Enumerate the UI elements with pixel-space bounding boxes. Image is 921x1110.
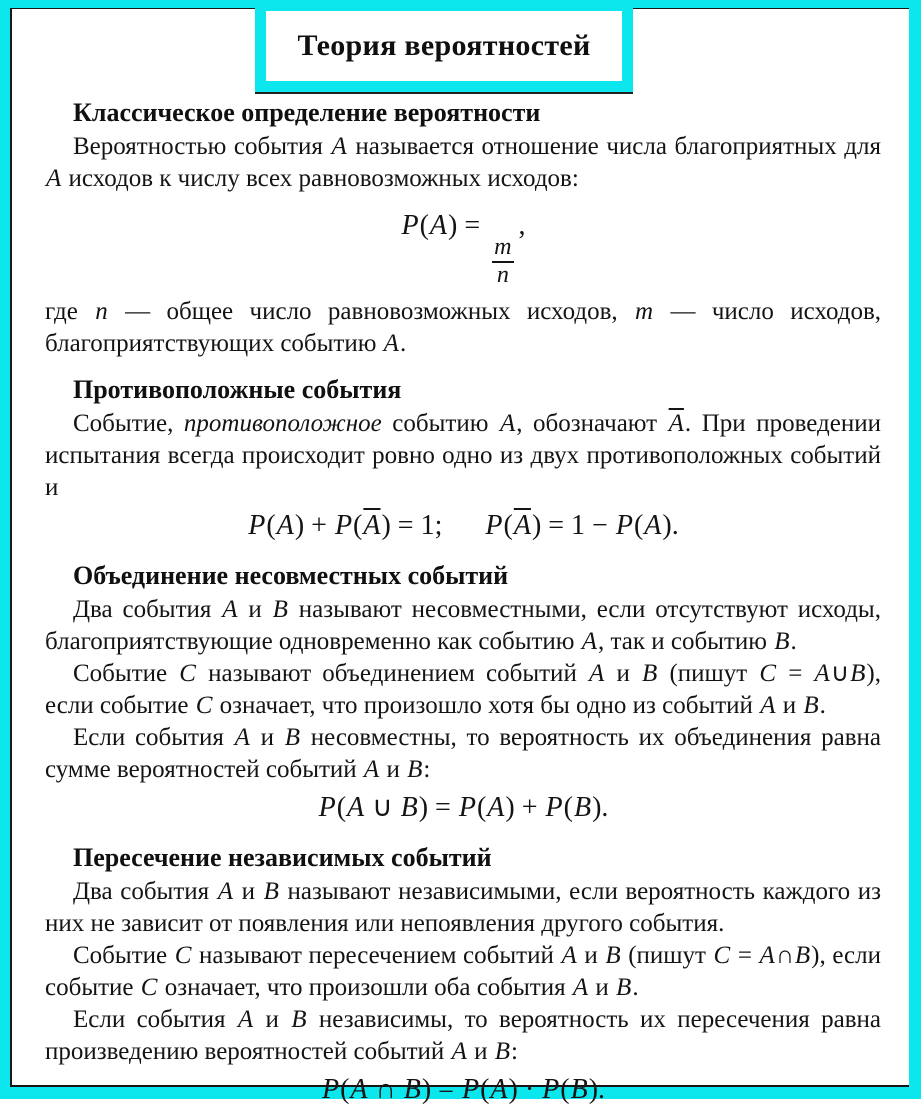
math-variable: B — [573, 792, 592, 824]
math-variable: B — [605, 942, 621, 970]
section-opposite-events — [45, 374, 881, 546]
math-variable: P — [615, 510, 633, 542]
paragraph: Вероятностью события A называется отношение числа благоприятных для A исходов к числу всех равновозможных исходов: — [46, 133, 881, 192]
math-variable: B — [803, 692, 819, 720]
math-variable: A — [363, 756, 380, 784]
paragraph: где n — общее число равновозможных исходов, m — число исходов, благоприятствующих событию A. — [45, 298, 882, 358]
math-variable: P — [458, 792, 476, 824]
math-variable: B — [642, 660, 658, 688]
fraction-denominator: n — [492, 261, 514, 288]
section-heading: Объединение несовместных событий — [73, 561, 509, 591]
fraction — [489, 235, 516, 288]
math-variable: A — [572, 974, 589, 1002]
math-variable: A — [589, 660, 605, 688]
math-variable: P — [334, 510, 353, 542]
formula-opposite-events: $P(A) + P(\overline{A}) = 1$; $P(\overline{A}) = 1 - P(A)$. — [248, 510, 679, 542]
math-variable: B — [291, 1006, 307, 1034]
math-variable: B — [263, 878, 279, 906]
math-variable: B — [616, 974, 632, 1002]
section-heading: Пересечение независимых событий — [73, 843, 492, 873]
math-variable: B — [403, 1074, 421, 1106]
math-variable: A — [217, 878, 234, 906]
math-variable: P — [485, 510, 503, 542]
overlined-variable: $\overline{A}$ — [668, 410, 684, 438]
math-variable: C — [195, 692, 213, 720]
math-variable: C — [179, 660, 196, 688]
math-variable: n — [95, 298, 108, 326]
section-union-incompatible — [45, 560, 881, 828]
math-variable: P — [318, 792, 336, 824]
fraction-numerator: m — [494, 234, 512, 261]
math-variable: A — [347, 792, 365, 824]
math-variable: P — [542, 1074, 560, 1106]
math-variable: P — [248, 510, 266, 542]
section-heading: Противоположные события — [73, 375, 402, 405]
math-variable: A — [234, 724, 250, 752]
math-variable: C — [140, 974, 158, 1002]
content-frame — [10, 8, 909, 1106]
overlined-variable: $\overline{A}$ — [513, 510, 531, 542]
math-variable: P — [461, 1074, 480, 1106]
math-variable: A — [451, 1038, 467, 1066]
formula-classical-probability: P(A) = $\frac{m}{n}$ , — [401, 210, 526, 288]
math-variable: P — [401, 210, 419, 241]
math-variable: A — [350, 1074, 368, 1106]
overlined-variable: $\overline{A}$ — [363, 510, 381, 542]
math-variable: B — [850, 660, 866, 688]
paragraph: Событие C называют пересечением событий A и B (пишут C = A∩B), если событие C означает, что произошли оба события A и B. — [45, 942, 881, 1002]
math-variable: C — [759, 660, 777, 688]
math-variable: B — [494, 1038, 511, 1066]
math-variable: C — [174, 942, 192, 970]
math-variable: A — [429, 210, 448, 241]
title-box — [255, 0, 633, 92]
math-variable: A — [490, 1074, 508, 1106]
math-variable: A — [759, 942, 775, 970]
math-variable: C — [713, 942, 731, 970]
paragraph: Событие C называют объединением событий A и B (пишут C = A∪B), если событие C означает, что произошло хотя бы одно из событий A и B. — [45, 660, 881, 720]
math-variable: P — [321, 1074, 340, 1106]
math-variable: A — [222, 596, 238, 624]
math-variable: P — [545, 792, 563, 824]
math-variable: B — [570, 1074, 588, 1106]
math-variable: B — [794, 942, 811, 970]
formula-intersection-probability: P(A ∩ B) = P(A) · P(B). — [321, 1074, 606, 1106]
math-variable: A — [499, 410, 516, 438]
math-variable: A — [46, 165, 62, 192]
math-variable: A — [383, 330, 399, 358]
paragraph: Событие, противоположное событию A, обозначают $\overline{A}$. При проведении испытания всегда происходит ровно одно из двух противоположных событий и — [45, 410, 881, 502]
math-variable: A — [581, 628, 597, 656]
math-variable: A — [814, 660, 830, 688]
paragraph: Два события A и B называют независимыми, если вероятность каждого из них не зависит от появления или непоявления другого события. — [45, 878, 881, 938]
paragraph: Если события A и B несовместны, то вероятность их объединения равна сумме вероятностей событий A и B: — [45, 724, 882, 784]
paragraph: Если события A и B независимы, то вероятность их пересечения равна произведению вероятностей событий A и B: — [45, 1006, 882, 1066]
math-variable: A — [487, 792, 505, 824]
math-variable: A — [561, 942, 577, 970]
formula-union-probability: P(A ∪ B) = P(A) + P(B). — [318, 792, 609, 824]
paragraph: Два события A и B называют несовместными, если отсутствуют исходы, благоприятствующие одновременно как событию A, так и событию B. — [45, 596, 881, 656]
section-intersection-independent — [45, 842, 881, 1110]
math-variable: B — [774, 628, 790, 656]
math-variable: A — [644, 510, 662, 542]
italic-term: противоположное — [183, 410, 382, 438]
math-variable: B — [407, 756, 423, 784]
page-title: Теория вероятностей — [297, 29, 591, 62]
math-variable: B — [400, 792, 418, 824]
math-variable: A — [331, 133, 347, 160]
section-classical-definition — [45, 97, 881, 360]
math-variable: A — [760, 692, 776, 720]
math-variable: m — [635, 298, 654, 326]
math-variable: B — [272, 596, 288, 624]
math-variable: A — [237, 1006, 254, 1034]
math-variable: A — [276, 510, 294, 542]
section-heading: Классическое определение вероятности — [73, 98, 541, 127]
math-variable: B — [284, 724, 300, 752]
